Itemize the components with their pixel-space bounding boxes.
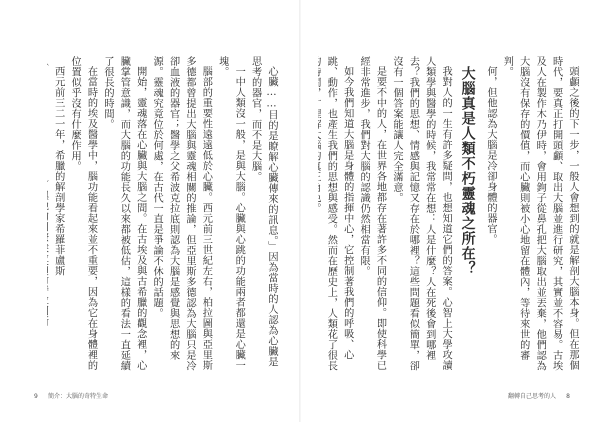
page-number: 8: [566, 393, 570, 400]
paragraph: 腦部的重要性遠遠低於心臟。西元前三世紀左右，柏拉圖與亞里斯多德都曾提出大腦與靈魂相關的推論，但亞里斯多德認為大腦只是冷卻血液的器官；醫學之父希波克拉底則認為大腦是感覺與思想的來源。靈魂究竟位於何處，在古代一直是爭論不休的話題。: [151, 56, 212, 371]
paragraph: 是要不中的人，在世界各地都存在著許多不同的信仰。即使科學已經非常進步，我們對大腦的認識仍然相當有限。: [358, 56, 386, 371]
running-head: 簡介：大腦的奇特生命: [48, 393, 109, 400]
running-head: 翻轉自己思考的人: [507, 393, 556, 400]
paragraph: 何，但他認為大腦是冷卻身體的器官。: [484, 66, 496, 245]
page-number: 9: [34, 393, 38, 400]
paragraph: 在當時的埃及醫學中，腦功能看起來並不重要，因為它在身體裡的位置似乎沒有什麼作用。: [69, 56, 97, 371]
section-heading: 大腦真是人類不朽靈魂之所在？: [459, 66, 476, 276]
left-page-body: [47, 56, 279, 376]
paragraph: 西元前三二一年，希臘的解剖學家希羅菲盧斯: [52, 66, 64, 277]
paragraph: 我對人的一生有許多疑問，也想知道它們的答案。心智上大學攻讀人類學與醫學的時候，我常常在想：人是什麼？人在死後會到哪裡去？我們的思想、情感與記憶又存在於哪裡？這些問題看似簡單，卻沒有一個答案能讓人完全滿意。: [390, 56, 452, 371]
paragraph: 如今我們知道大腦是身體的指揮中心，它控制著我們的呼吸、心跳、動作，也產生我們的思想與感受。然而在歷史上，人類花了很長: [325, 56, 353, 371]
paragraph: 開始，靈魂落在心臟與大腦之間。在古埃及與古希臘的觀念裡，心臟掌管意識，而大腦的功能長久以來都被低估，這樣的看法一直延續了很長的時間。: [101, 56, 146, 371]
paragraph: 頭顱之後的下一步，一般人會想到的就是解剖大腦本身。但在那個時代，要真正打開頭顱、取出大腦並進行研究，其實並不容易。古埃及人在製作木乃伊時，會用鉤子從鼻孔把大腦取出並丟棄，他們認為大腦沒有保存的價值，而心臟則被小心地留在體內，等待來世的審判。: [501, 56, 578, 371]
right-page: [300, 0, 600, 422]
paragraph: 心臟……目的是瞭解心臟傳來的訊息。」因為當時的人認為心臟是思考的器官，而不是大腦。: [249, 56, 277, 368]
paragraph: 一中人類沒一般，是與大腦。心臟與心跳的功能兩者都還是心臟一塊。: [216, 56, 245, 371]
right-page-body: [318, 56, 580, 376]
